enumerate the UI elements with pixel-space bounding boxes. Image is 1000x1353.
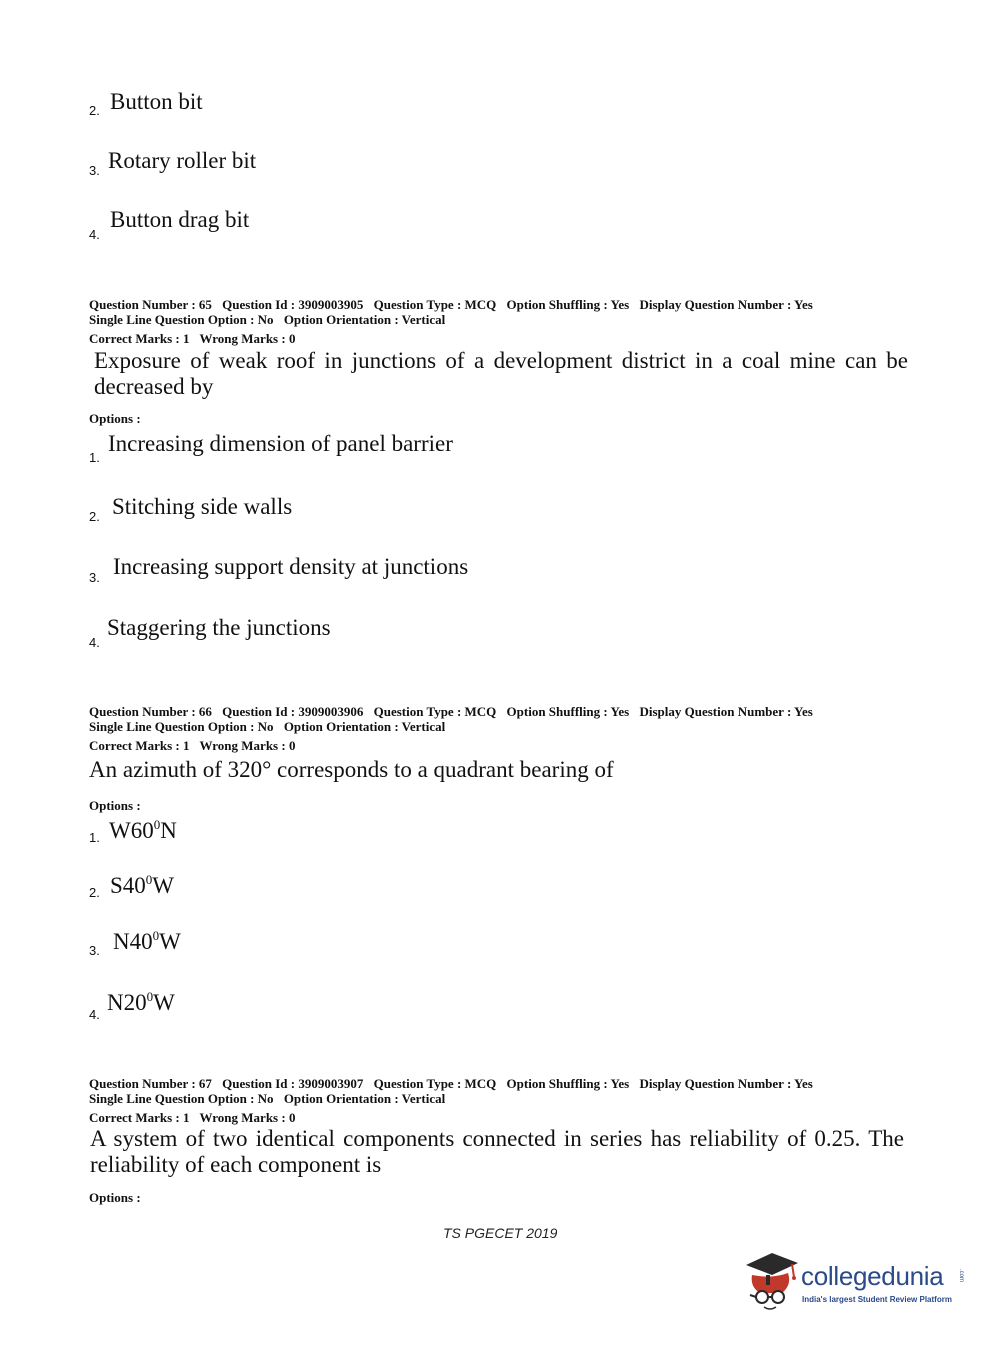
option-number: 2.	[89, 509, 100, 524]
option-text: Button drag bit	[110, 207, 250, 232]
options-label: Options :	[89, 411, 141, 426]
option-number: 3.	[89, 943, 100, 958]
single-line-option: Single Line Question Option : No	[89, 719, 274, 734]
option-text: $N40^0W$	[113, 928, 181, 954]
option-text: $W60^0N$	[109, 817, 177, 843]
option-text: $N20^0W$	[107, 989, 175, 1015]
single-line-option: Single Line Question Option : No	[89, 1091, 274, 1106]
option-text: Increasing support density at junctions	[113, 554, 469, 579]
question-meta-line1	[89, 297, 820, 312]
option-number: 4.	[89, 227, 100, 242]
option-number: 1.	[89, 450, 100, 465]
option-text: Rotary roller bit	[108, 148, 257, 173]
display-question-number: Display Question Number : Yes	[639, 1076, 813, 1091]
question-number: Question Number : 67	[89, 1076, 212, 1091]
option-number: 3.	[89, 570, 100, 585]
option-number: 2.	[89, 103, 100, 118]
option-number: 4.	[89, 635, 100, 650]
question-text: A system of two identical components connected in series has reliability of 0.25. The reliability of each component is	[90, 1126, 904, 1177]
option-orientation: Option Orientation : Vertical	[283, 719, 446, 734]
brand-name: collegedunia	[801, 1261, 944, 1291]
option-text: Stitching side walls	[112, 494, 293, 519]
options-label: Options :	[89, 798, 141, 813]
question-meta-line2	[89, 312, 452, 327]
brand-logo	[742, 1247, 967, 1311]
correct-marks: Correct Marks : 1	[89, 738, 190, 753]
question-number: Question Number : 66	[89, 704, 212, 719]
correct-marks: Correct Marks : 1	[89, 331, 190, 346]
question-marks	[89, 331, 302, 346]
option-number: 3.	[89, 163, 100, 178]
footer-exam-title: TS PGECET 2019	[443, 1225, 558, 1241]
wrong-marks: Wrong Marks : 0	[199, 1110, 296, 1125]
options-label: Options :	[89, 1190, 141, 1205]
option-shuffling: Option Shuffling : Yes	[506, 297, 630, 312]
question-text: An azimuth of 320° corresponds to a quadrant bearing of	[89, 757, 614, 782]
question-id: Question Id : 3909003907	[222, 1076, 364, 1091]
option-shuffling: Option Shuffling : Yes	[506, 1076, 630, 1091]
display-question-number: Display Question Number : Yes	[639, 297, 813, 312]
option-text: Staggering the junctions	[107, 615, 331, 640]
brand-tagline: India's largest Student Review Platform	[802, 1295, 952, 1304]
question-meta-line1	[89, 704, 820, 719]
question-type: Question Type : MCQ	[373, 704, 497, 719]
option-text: Increasing dimension of panel barrier	[108, 431, 453, 456]
question-meta-line2	[89, 719, 452, 734]
option-number: 4.	[89, 1007, 100, 1022]
question-id: Question Id : 3909003905	[222, 297, 364, 312]
question-meta-line1	[89, 1076, 820, 1091]
option-number: 2.	[89, 885, 100, 900]
single-line-option: Single Line Question Option : No	[89, 312, 274, 327]
option-shuffling: Option Shuffling : Yes	[506, 704, 630, 719]
display-question-number: Display Question Number : Yes	[639, 704, 813, 719]
correct-marks: Correct Marks : 1	[89, 1110, 190, 1125]
option-orientation: Option Orientation : Vertical	[283, 1091, 446, 1106]
question-marks	[89, 1110, 302, 1125]
brand-suffix: .com	[958, 1269, 964, 1283]
option-orientation: Option Orientation : Vertical	[283, 312, 446, 327]
option-text: Button bit	[110, 89, 203, 114]
question-text: Exposure of weak roof in junctions of a development district in a coal mine can be decreased by	[94, 348, 908, 399]
question-id: Question Id : 3909003906	[222, 704, 364, 719]
option-number: 1.	[89, 830, 100, 845]
question-meta-line2	[89, 1091, 452, 1106]
option-text: $S40^0W$	[110, 872, 175, 898]
wrong-marks: Wrong Marks : 0	[199, 331, 296, 346]
question-type: Question Type : MCQ	[373, 1076, 497, 1091]
wrong-marks: Wrong Marks : 0	[199, 738, 296, 753]
question-type: Question Type : MCQ	[373, 297, 497, 312]
graduate-mascot-icon	[742, 1247, 800, 1311]
question-marks	[89, 738, 302, 753]
question-number: Question Number : 65	[89, 297, 212, 312]
